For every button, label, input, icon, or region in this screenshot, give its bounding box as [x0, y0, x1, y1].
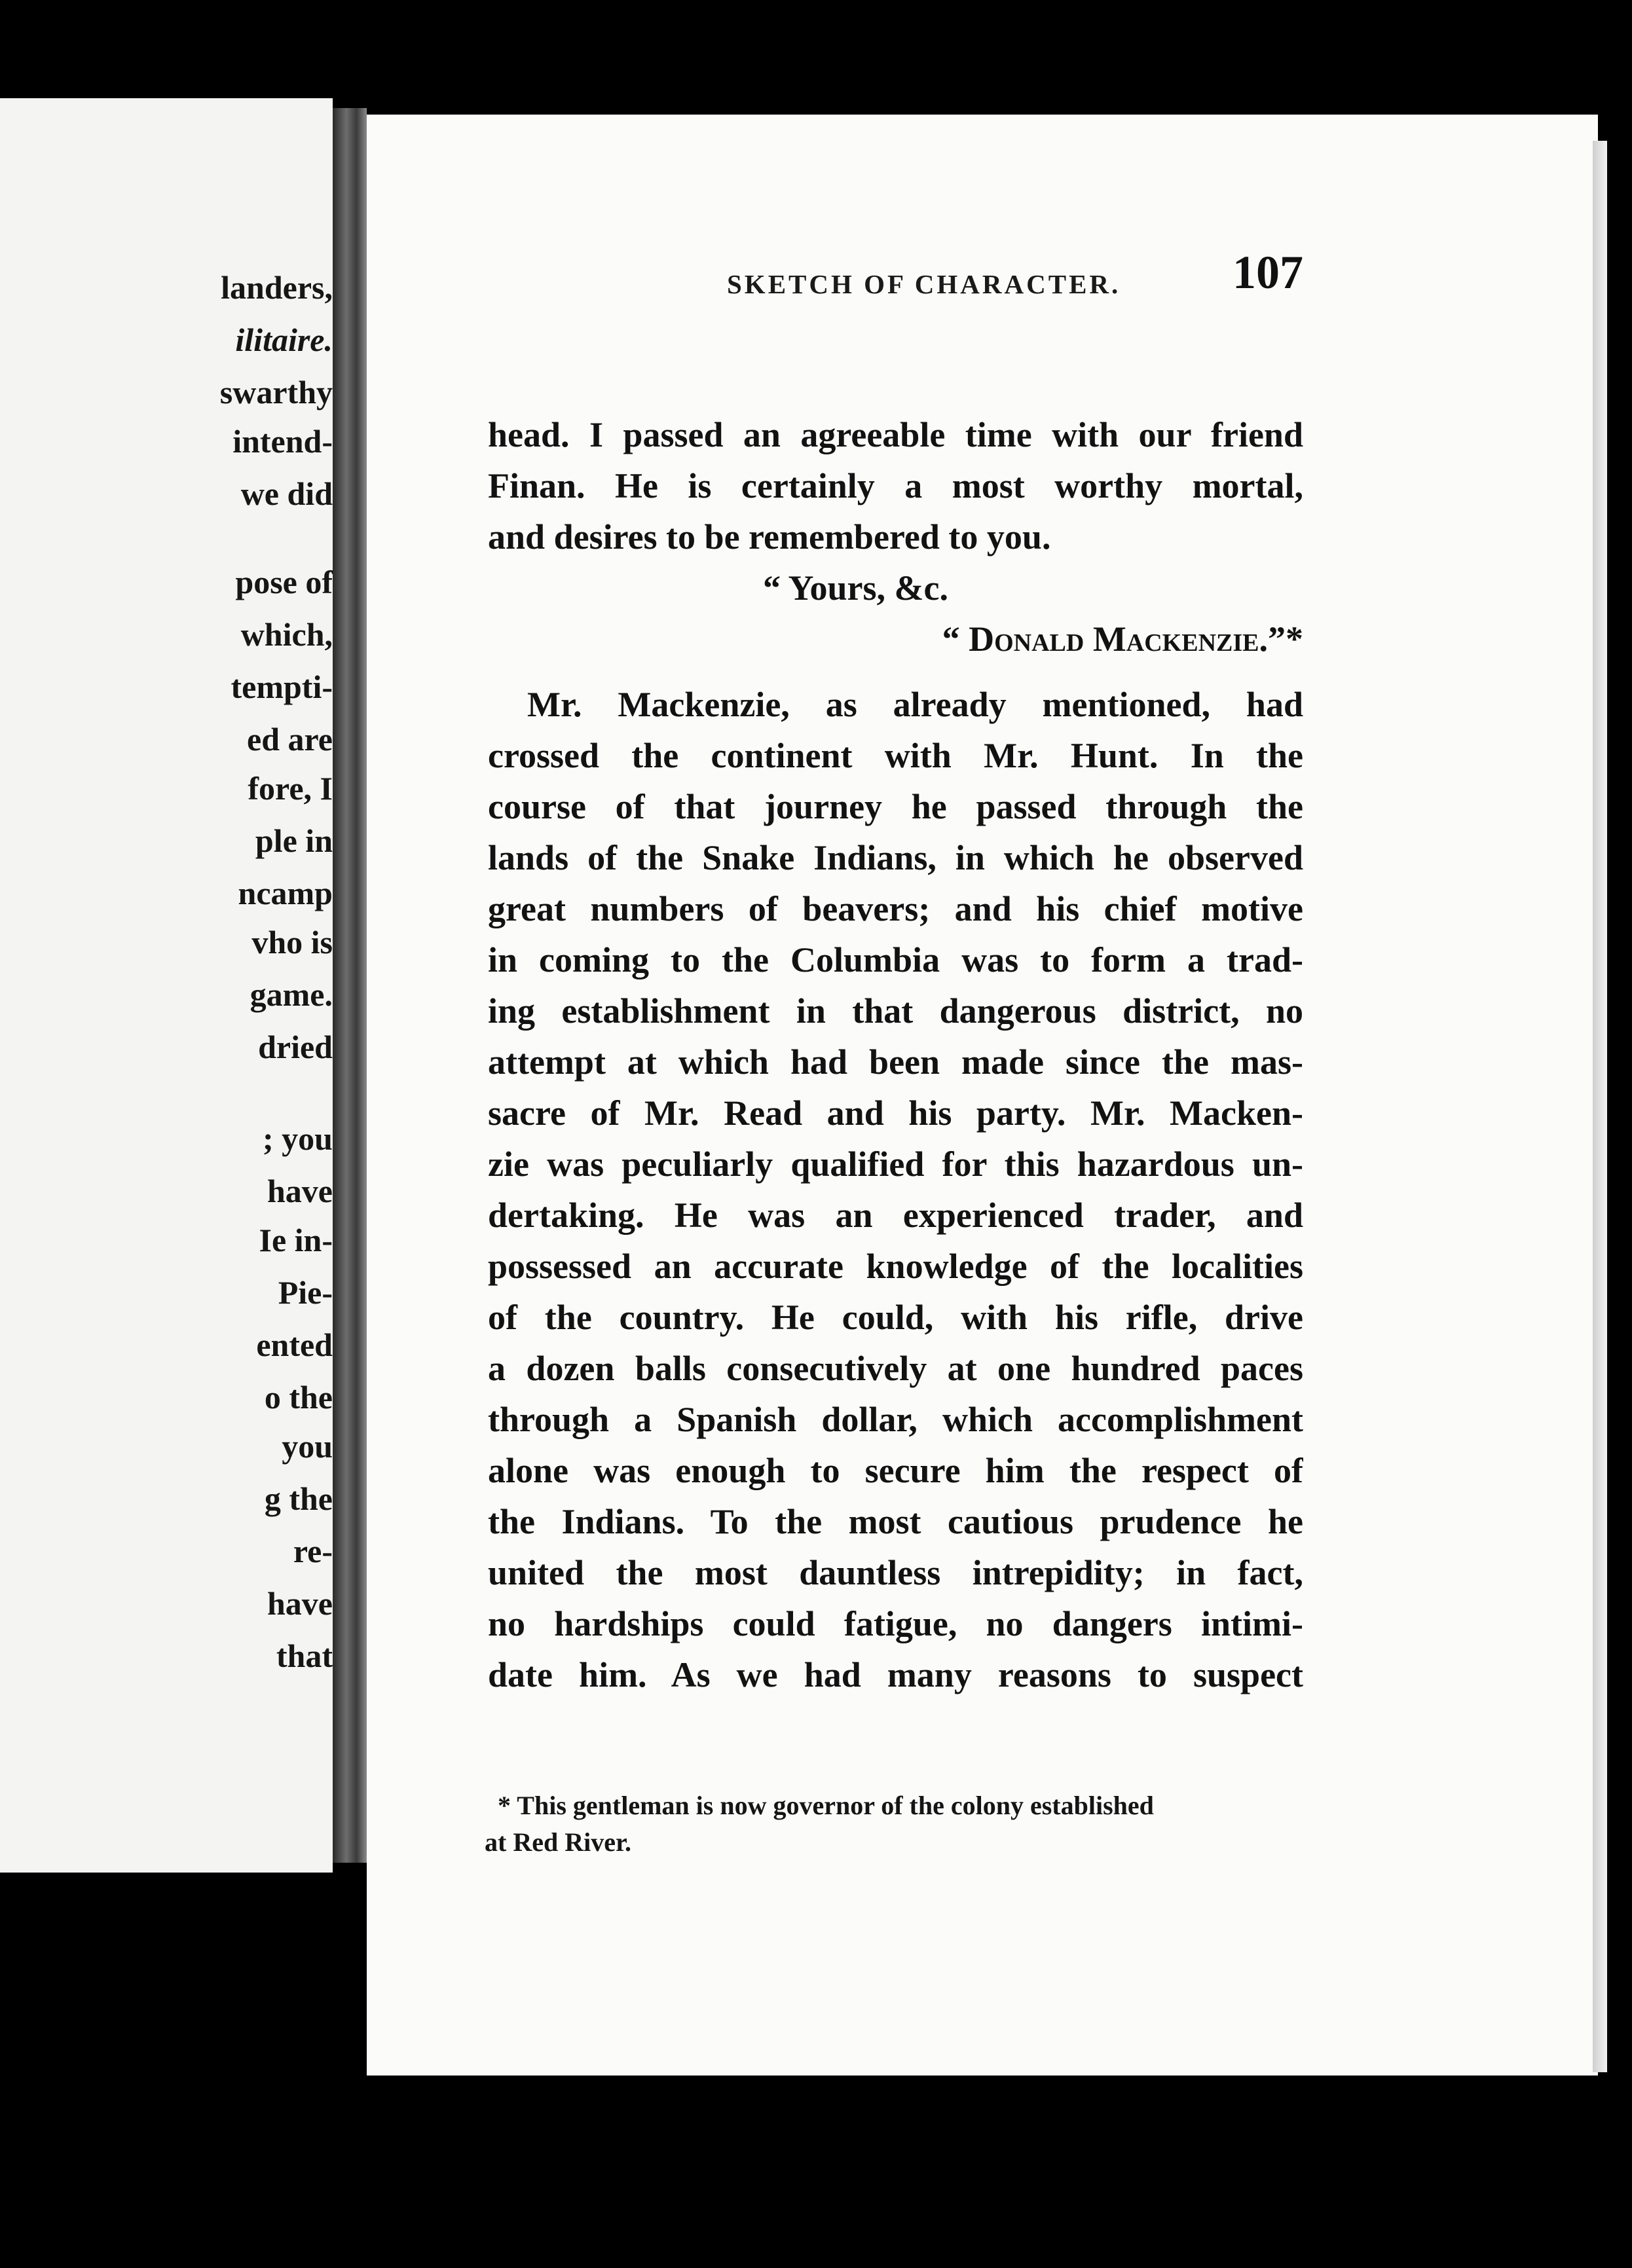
left-page-line: have [267, 1585, 333, 1622]
page-edge [1593, 141, 1607, 2072]
paragraph-gap [488, 665, 1303, 679]
body-line: the Indians. To the most cautious prudence he [488, 1502, 1303, 1541]
body-line: sacre of Mr. Read and his party. Mr. Macken- [488, 1093, 1303, 1133]
body-line: no hardships could fatigue, no dangers intimi- [488, 1604, 1303, 1643]
page-number: 107 [1233, 246, 1303, 299]
book-spine [333, 108, 367, 1863]
left-page-line: o the [264, 1379, 333, 1416]
left-page-line: Pie- [278, 1274, 333, 1311]
left-page-line: pose of [235, 564, 333, 600]
left-page-line: have [267, 1173, 333, 1209]
left-page-line: you [282, 1428, 333, 1465]
body-line: course of that journey he passed through the [488, 787, 1303, 826]
left-page-line: that [276, 1637, 333, 1674]
left-page-line: tempti- [231, 668, 333, 705]
body-line: great numbers of beavers; and his chief motive [488, 889, 1303, 928]
left-page-line: fore, I [248, 770, 333, 807]
body-line: alone was enough to secure him the respect of [488, 1451, 1303, 1490]
running-head: SKETCH OF CHARACTER. [727, 269, 1121, 299]
body-line: lands of the Snake Indians, in which he observed [488, 838, 1303, 877]
left-page-line: ilitaire. [235, 321, 333, 358]
body-line: Mr. Mackenzie, as already mentioned, had [527, 685, 1303, 724]
left-page-line: ncamp [238, 875, 333, 911]
body-line: a dozen balls consecutively at one hundred paces [488, 1349, 1303, 1388]
footnote [485, 1787, 1293, 1861]
left-page-line: g the [264, 1480, 333, 1517]
body-line: of the country. He could, with his rifle, drive [488, 1298, 1303, 1337]
left-page-line: landers, [221, 269, 333, 306]
left-page-line: game. [250, 976, 333, 1013]
body-line: dertaking. He was an experienced trader, and [488, 1196, 1303, 1235]
left-page-line: we did [240, 475, 333, 512]
body-line: through a Spanish dollar, which accomplishment [488, 1400, 1303, 1439]
letter-closing: “ Yours, &c. [763, 568, 948, 608]
left-page-line: ; you [263, 1120, 333, 1157]
left-page-line: ple in [255, 822, 333, 859]
left-page-line: Ie in- [259, 1222, 333, 1258]
body-line: head. I passed an agreeable time with our friend [488, 415, 1303, 454]
body-line: possessed an accurate knowledge of the localities [488, 1247, 1303, 1286]
footnote-line: * This gentleman is now governor of the colony established [498, 1791, 1154, 1820]
left-page-line: intend- [232, 423, 333, 460]
body-text [488, 409, 1303, 1700]
body-line: and desires to be remembered to you. [488, 517, 1051, 557]
body-line: date him. As we had many reasons to suspect [488, 1655, 1303, 1694]
body-line: crossed the continent with Mr. Hunt. In the [488, 736, 1303, 775]
left-page-line: swarthy [219, 374, 333, 411]
left-page-line: dried [258, 1029, 333, 1065]
left-page-line: ented [256, 1326, 333, 1363]
body-line: zie was peculiarly qualified for this hazardous un- [488, 1144, 1303, 1184]
page-header [511, 232, 1316, 304]
left-page-line: which, [240, 616, 333, 653]
left-page-line: re- [293, 1533, 333, 1569]
paragraph [488, 679, 1303, 1700]
footnote-line: at Red River. [485, 1827, 632, 1857]
body-line: in coming to the Columbia was to form a trad- [488, 940, 1303, 979]
left-page-line: vho is [251, 924, 333, 960]
left-page [0, 98, 333, 1873]
body-line: Finan. He is certainly a most worthy mortal, [488, 466, 1303, 505]
body-line: ing establishment in that dangerous district, no [488, 991, 1303, 1031]
letter-signature: “ Donald Mackenzie.”* [942, 619, 1303, 659]
left-page-line: ed are [247, 721, 333, 758]
body-line: attempt at which had been made since the mas- [488, 1042, 1303, 1082]
body-line: united the most dauntless intrepidity; in fact, [488, 1553, 1303, 1592]
